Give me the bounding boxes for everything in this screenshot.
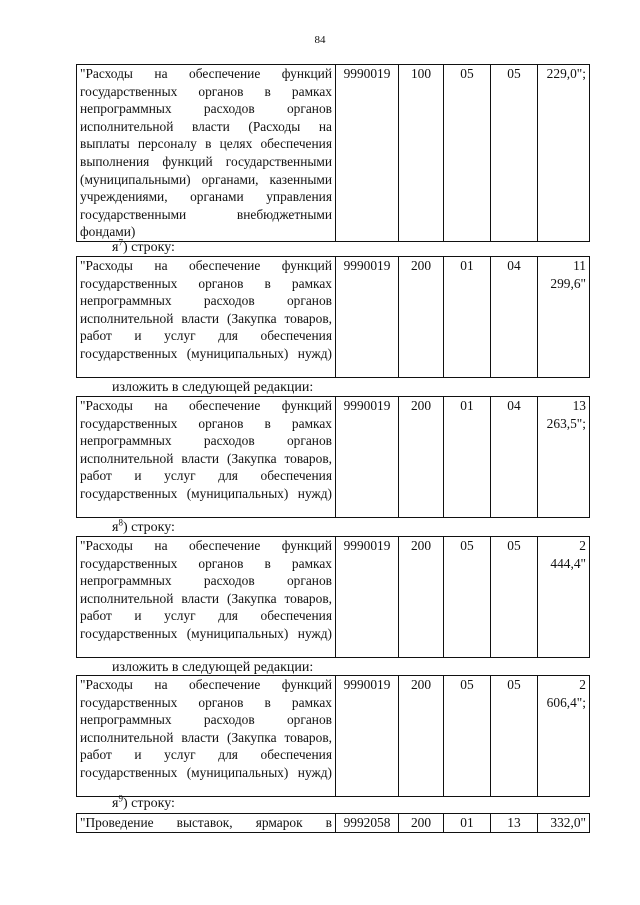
subsection: 05 <box>491 65 538 242</box>
budget-row-table-4 <box>76 536 590 658</box>
section: 05 <box>444 537 491 658</box>
table-row <box>77 257 590 378</box>
expense-type: 100 <box>399 65 444 242</box>
note-sup: 8 <box>118 517 123 528</box>
section: 01 <box>444 814 491 833</box>
row-description: "Расходы на обеспечение функций государственных органов в рамках непрограммных расходов органов исполнительной власти (Закупка товаров, работ и услуг для обеспечения государственных (муниципальных) нужд) <box>77 257 336 378</box>
note-prefix: я <box>112 796 119 811</box>
note-prefix: я <box>112 520 119 535</box>
target-code: 9990019 <box>336 537 399 658</box>
note-prefix: я <box>112 240 119 255</box>
target-code: 9990019 <box>336 65 399 242</box>
expense-type: 200 <box>399 676 444 797</box>
section: 01 <box>444 397 491 518</box>
note-row-8 <box>112 517 175 536</box>
budget-row-table-2 <box>76 256 590 378</box>
note-row-7 <box>112 237 175 256</box>
subsection: 05 <box>491 676 538 797</box>
table-row <box>77 814 590 833</box>
note-row-9 <box>112 793 175 812</box>
table-row <box>77 397 590 518</box>
row-description: "Расходы на обеспечение функций государственных органов в рамках непрограммных расходов органов исполнительной власти (Закупка товаров, работ и услуг для обеспечения государственных (муниципальных) нужд) <box>77 676 336 797</box>
budget-row-table-1 <box>76 64 590 242</box>
note-edit-2: изложить в следующей редакции: <box>112 660 314 675</box>
amount: 229,0"; <box>538 65 590 242</box>
note-sup: 7 <box>118 237 123 248</box>
expense-type: 200 <box>399 814 444 833</box>
target-code: 9990019 <box>336 397 399 518</box>
target-code: 9990019 <box>336 257 399 378</box>
budget-row-table-6 <box>76 813 590 833</box>
table-row <box>77 65 590 242</box>
amount: 13 263,5"; <box>538 397 590 518</box>
row-description: "Расходы на обеспечение функций государственных органов в рамках непрограммных расходов органов исполнительной власти (Закупка товаров, работ и услуг для обеспечения государственных (муниципальных) нужд) <box>77 397 336 518</box>
budget-row-table-5 <box>76 675 590 797</box>
table-row <box>77 537 590 658</box>
section: 05 <box>444 676 491 797</box>
expense-type: 200 <box>399 257 444 378</box>
note-sup: 9 <box>118 793 123 804</box>
note-edit-1: изложить в следующей редакции: <box>112 380 314 395</box>
target-code: 9992058 <box>336 814 399 833</box>
expense-type: 200 <box>399 537 444 658</box>
subsection: 13 <box>491 814 538 833</box>
note-suffix: ) строку: <box>122 796 175 811</box>
row-description: "Проведение выставок, ярмарок в <box>77 814 336 833</box>
amount: 332,0" <box>538 814 590 833</box>
budget-row-table-3 <box>76 396 590 518</box>
subsection: 05 <box>491 537 538 658</box>
note-suffix: ) строку: <box>122 520 175 535</box>
subsection: 04 <box>491 397 538 518</box>
row-description: "Расходы на обеспечение функций государственных органов в рамках непрограммных расходов органов исполнительной власти (Расходы на выплаты персоналу в целях обеспечения выполнения функций государственными (муниципальными) органами, казенными учреждениями, органами управления государственными внебюджетными фондами) <box>77 65 336 242</box>
amount: 2 606,4"; <box>538 676 590 797</box>
section: 05 <box>444 65 491 242</box>
amount: 11 299,6" <box>538 257 590 378</box>
expense-type: 200 <box>399 397 444 518</box>
target-code: 9990019 <box>336 676 399 797</box>
page-number: 84 <box>314 34 326 46</box>
amount: 2 444,4" <box>538 537 590 658</box>
note-suffix: ) строку: <box>122 240 175 255</box>
table-row <box>77 676 590 797</box>
row-description: "Расходы на обеспечение функций государственных органов в рамках непрограммных расходов органов исполнительной власти (Закупка товаров, работ и услуг для обеспечения государственных (муниципальных) нужд) <box>77 537 336 658</box>
subsection: 04 <box>491 257 538 378</box>
section: 01 <box>444 257 491 378</box>
